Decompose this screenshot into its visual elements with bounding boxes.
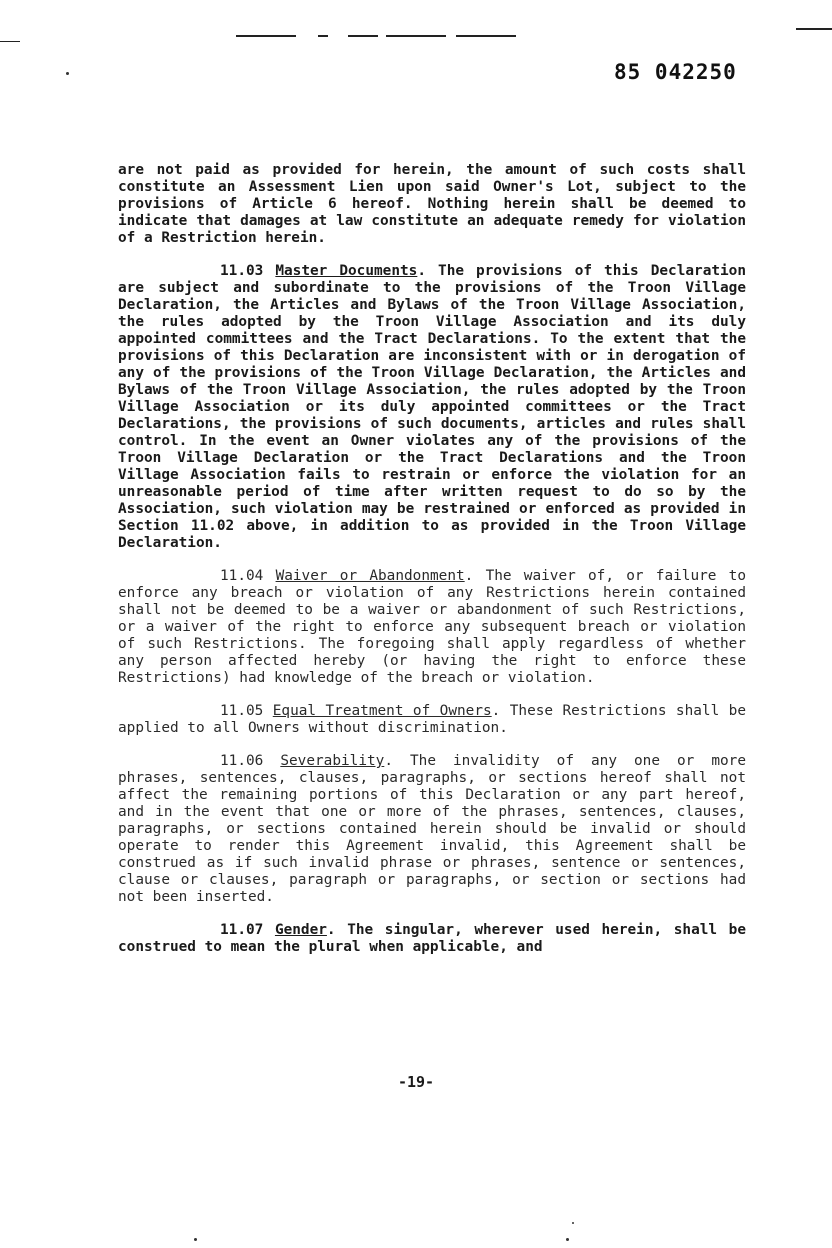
section-text: The singular, wherever used herein, shall be construed to mean the plural when applicable, and [118,922,747,955]
continuation-paragraph: are not paid as provided for herein, the amount of such costs shall constitute an Assessment Lien upon said Owner's Lot, subject to the provisions of Article 6 hereof. Nothing herein shall be deemed to indicate that damages at law constitute an adequate remedy for violation of a Restriction herein. [118,162,746,246]
document-body [118,162,746,972]
section-heading: Gender [274,922,327,938]
section-number: 11.07 [220,922,264,938]
section-number: 11.03 [220,263,264,279]
section-heading: Master Documents [275,263,418,279]
scan-artifact-line [386,35,446,37]
section-11-04: 11.04 Waiver or Abandonment. The waiver of, or failure to enforce any breach or violation of any Restrictions herein contained shall not be deemed to be a waiver or abandonment of such Restrictions, or a waiver of the right to enforce any subsequent breach or violation of such Restrictions. The foregoing shall apply regardless of whether any person affected hereby (or having the right to enforce these Restrictions) had knowledge of the breach or violation. [118,568,746,686]
section-heading: Severability [280,753,385,769]
scan-artifact-line [456,35,516,37]
scan-artifact-line [236,35,296,37]
section-number: 11.05 [220,703,264,719]
section-11-06: 11.06 Severability. The invalidity of any one or more phrases, sentences, clauses, paragraphs, or sections hereof shall not affect the remaining portions of this Declaration or any part hereof, and in the event that one or more of the phrases, sentences, clauses, paragraphs, or sections contained herein should be invalid or should operate to render this Agreement invalid, this Agreement shall be construed as if such invalid phrase or phrases, sentence or sentences, clause or clauses, paragraph or paragraphs, or section or sections had not been inserted. [118,753,746,905]
section-text: The waiver of, or failure to enforce any breach or violation of any Restrictions herein contained shall not be deemed to be a waiver or abandonment of such Restrictions, or a waiver of the right to enforce any subsequent breach or violation of such Restrictions. The foregoing shall apply regardless of whether any person affected hereby (or having the right to enforce these Restrictions) had knowledge of the breach or violation. [118,568,746,686]
scan-artifact-line [348,35,378,37]
section-number: 11.06 [220,753,264,769]
section-11-03: 11.03 Master Documents. The provisions of this Declaration are subject and subordinate to the provisions of the Troon Village Declaration, the Articles and Bylaws of the Troon Village Association, the rules adopted by the Troon Village Association and its duly appointed committees and the Tract Declarations. To the extent that the provisions of this Declaration are inconsistent with or in derogation of any of the provisions of the Troon Village Declaration, the Articles and Bylaws of the Troon Village Association, the rules adopted by the Troon Village Association or its duly appointed committees or the Tract Declarations, the provisions of such documents, articles and rules shall control. In the event an Owner violates any of the provisions of the Troon Village Declaration or the Tract Declarations and the Troon Village Association fails to restrain or enforce the violation for an unreasonable period of time after written request to do so by the Association, such violation may be restrained or enforced as provided in Section 11.02 above, in addition to as provided in the Troon Village Declaration. [118,263,747,551]
section-11-05: 11.05 Equal Treatment of Owners. These Restrictions shall be applied to all Owners without discrimination. [118,703,746,736]
section-heading: Equal Treatment of Owners [272,703,492,719]
section-11-07: 11.07 Gender. The singular, wherever used herein, shall be construed to mean the plural when applicable, and [118,922,747,955]
scan-artifact-line [796,28,832,30]
scan-artifact-line [318,35,328,37]
scan-artifact-line [0,41,20,42]
section-number: 11.04 [220,568,264,584]
section-text: These Restrictions shall be applied to all Owners without discrimination. [118,703,746,736]
document-number: 85 042250 [614,60,737,84]
scan-speck [566,1238,569,1241]
section-text: The provisions of this Declaration are subject and subordinate to the provisions of the Troon Village Declaration, the Articles and Bylaws of the Troon Village Association, the rules adopted by the Troon Village Association and its duly appointed committees and the Tract Declarations. To the extent that the provisions of this Declaration are inconsistent with or in derogation of any of the provisions of the Troon Village Declaration, the Articles and Bylaws of the Troon Village Association, the rules adopted by the Troon Village Association or its duly appointed committees or the Tract Declarations, the provisions of such documents, articles and rules shall control. In the event an Owner violates any of the provisions of the Troon Village Declaration or the Tract Declarations and the Troon Village Association fails to restrain or enforce the violation for an unreasonable period of time after written request to do so by the Association, such violation may be restrained or enforced as provided in Section 11.02 above, in addition to as provided in the Troon Village Declaration. [118,263,747,551]
scan-speck [572,1222,574,1224]
page-number: -19- [397,1073,435,1091]
scan-speck [194,1238,197,1241]
section-text: The invalidity of any one or more phrases, sentences, clauses, paragraphs, or sections hereof shall not affect the remaining portions of this Declaration or any part hereof, and in the event that one or more of the phrases, sentences, clauses, paragraphs, or sections contained herein should be invalid or should operate to render this Agreement invalid, this Agreement shall be construed as if such invalid phrase or phrases, sentence or sentences, clause or clauses, paragraph or paragraphs, or section or sections had not been inserted. [118,753,746,905]
section-heading: Waiver or Abandonment [275,568,465,584]
scan-speck [66,72,69,75]
